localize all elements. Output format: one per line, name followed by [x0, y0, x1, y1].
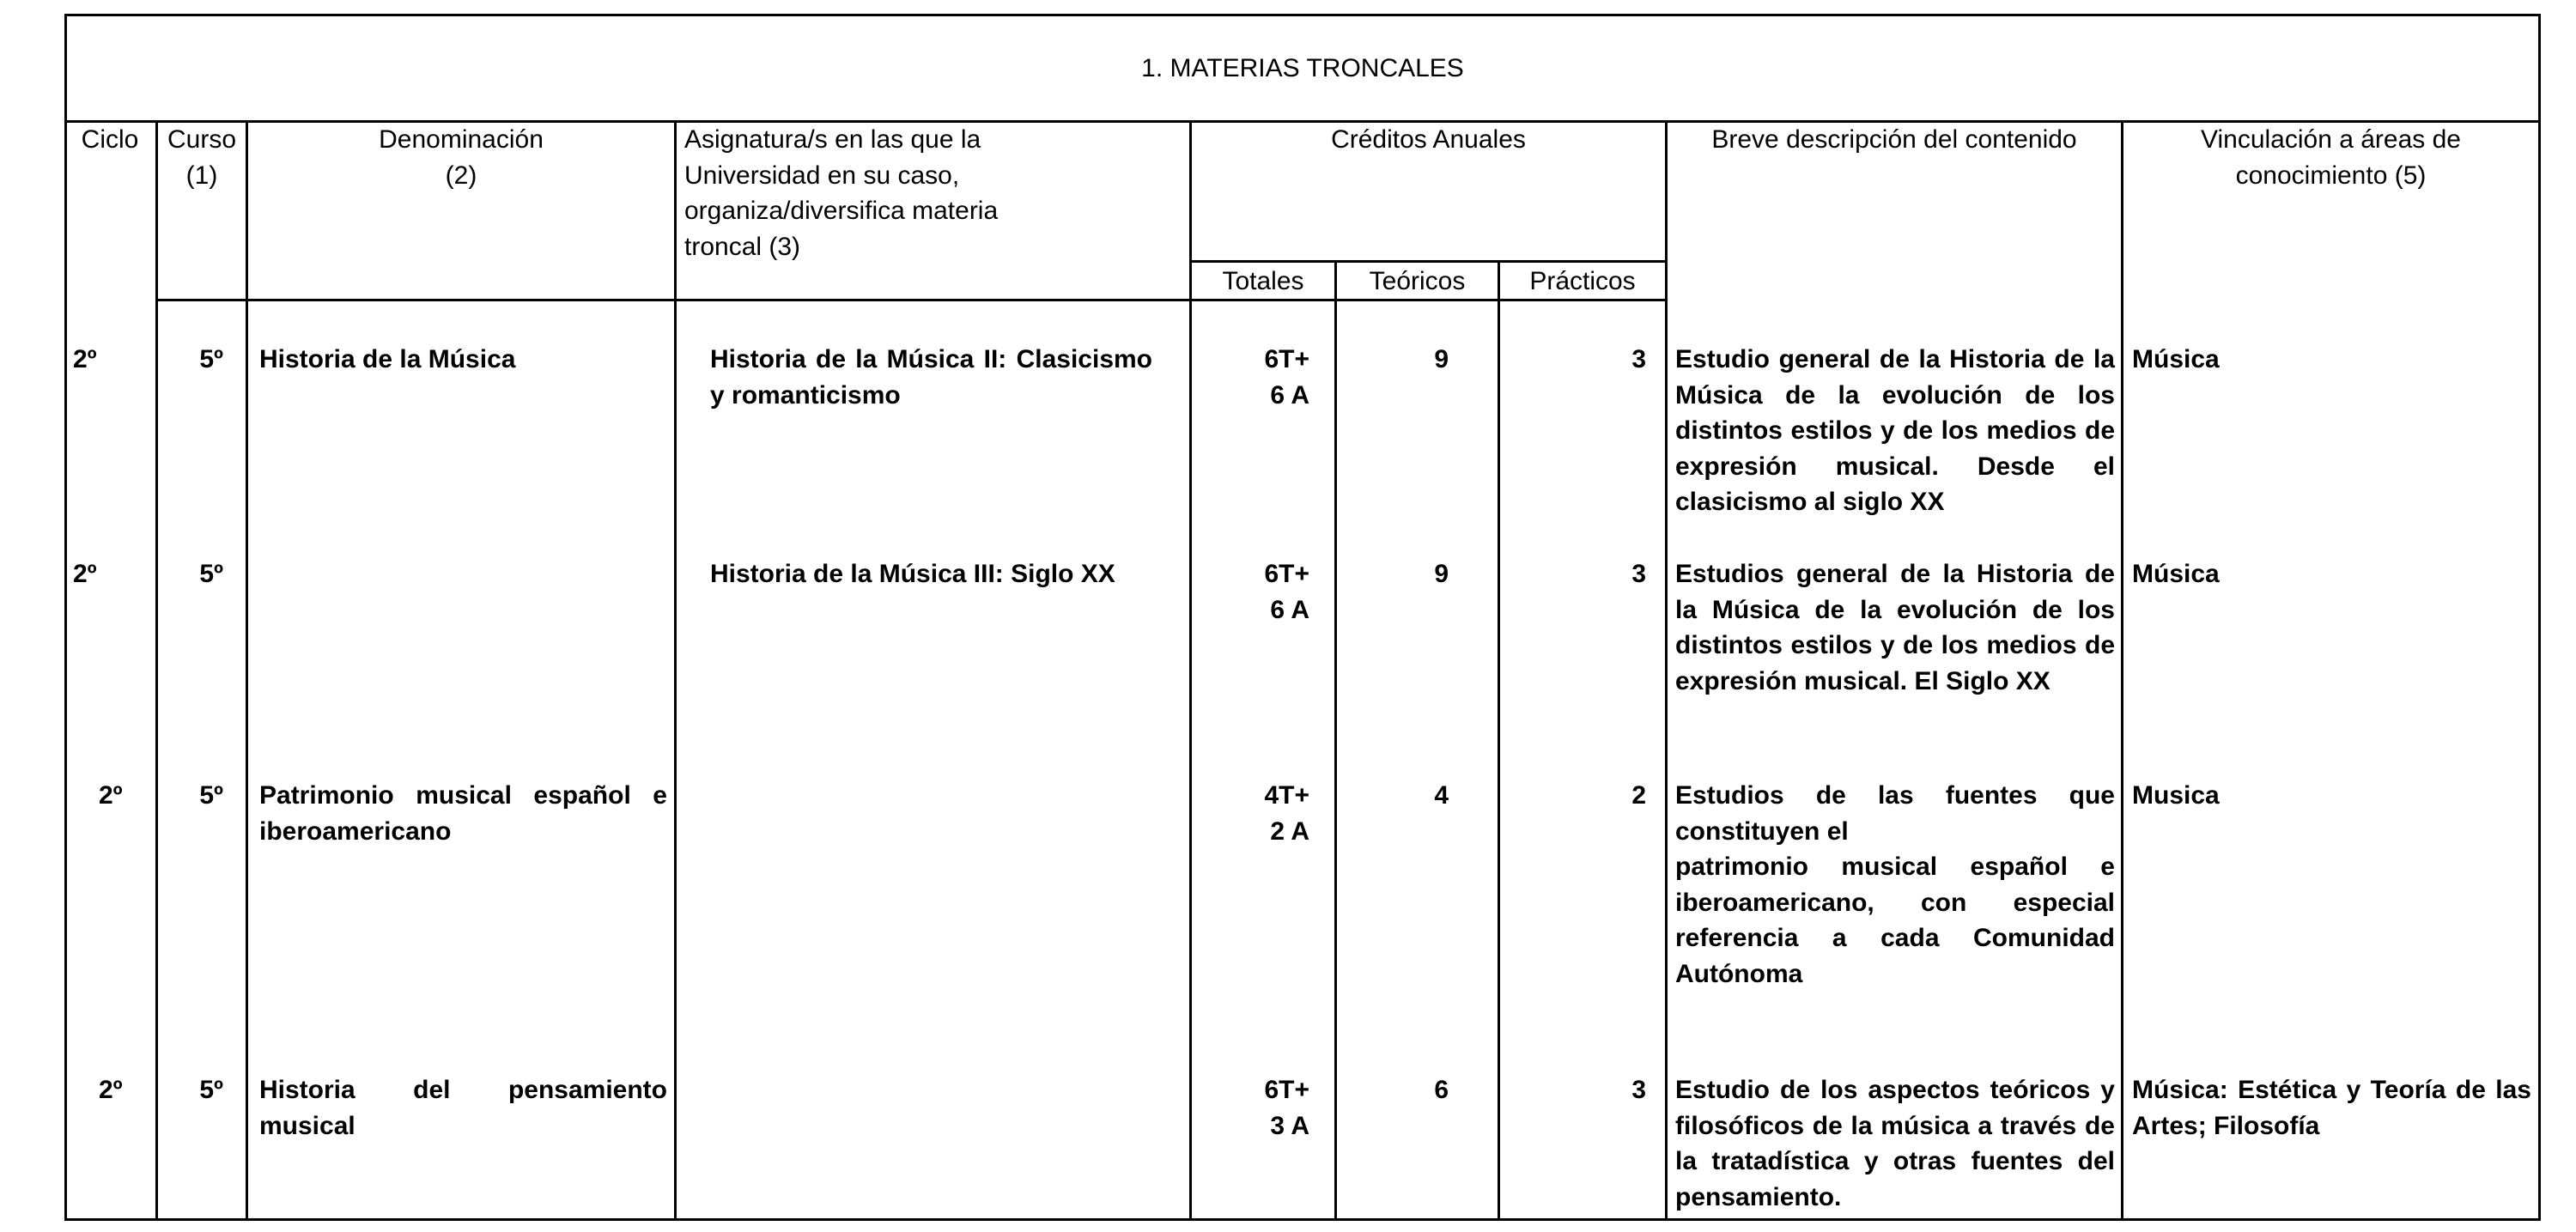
row-1-denominacion: Historia de la Música [259, 345, 516, 373]
table-title: 1. MATERIAS TRONCALES [1141, 54, 1464, 82]
row-1-descripcion: Estudio general de la Historia de la Música de la evolución de los distintos estilos y de los medios de expresión musical. Desde el clasicismo al siglo XX [1675, 345, 2115, 516]
row-3-descripcion: Estudios de las fuentes que constituyen el patrimonio musical español e iberoamericano, con especial referencia a cada Comunidad Autónoma [1675, 781, 2115, 988]
row-4-vinculacion: Música: Estética y Teoría de las Artes; Filosofía [2132, 1076, 2531, 1140]
row-1-vinculacion: Música [2132, 345, 2220, 373]
row-4-curso: 5º [199, 1076, 223, 1104]
header-creditos-anuales: Créditos Anuales [1331, 125, 1526, 154]
row-3-curso: 5º [199, 781, 223, 810]
row-4-denominacion: Historia del pensamiento musical [259, 1076, 667, 1140]
header-ciclo: Ciclo [81, 125, 139, 154]
row-2-totales: 6T+ 6 A [1264, 560, 1309, 624]
col-divider-denominacion [674, 120, 677, 1221]
header-curso: Curso (1) [167, 125, 237, 190]
table-bottom-border [64, 1218, 2541, 1221]
row-2-ciclo: 2º [73, 560, 97, 588]
row-2-asignatura: Historia de la Música III: Siglo XX [710, 560, 1115, 588]
row-4-totales: 6T+ 3 A [1264, 1076, 1309, 1140]
row-3-vinculacion: Musica [2132, 781, 2220, 810]
row-4-teoricos: 6 [1434, 1076, 1449, 1104]
header-teoricos: Teóricos [1369, 267, 1466, 295]
row-4-practicos: 3 [1631, 1076, 1646, 1104]
row-3-ciclo: 2º [99, 781, 123, 810]
header-practicos: Prácticos [1529, 267, 1636, 295]
subheader-divider [1192, 260, 1668, 263]
header-vinculacion: Vinculación a áreas de conocimiento (5) [2201, 125, 2461, 190]
row-2-practicos: 3 [1631, 560, 1646, 588]
row-3-denominacion: Patrimonio musical español e iberoamericano [259, 781, 667, 846]
row-1-asignatura: Historia de la Música II: Clasicismo y romanticismo [710, 345, 1152, 410]
header-totales: Totales [1222, 267, 1304, 295]
col-divider-curso [246, 120, 248, 1221]
row-1-totales: 6T+ 6 A [1264, 345, 1309, 410]
row-1-teoricos: 9 [1434, 345, 1449, 373]
header-asignatura: Asignatura/s en las que la Universidad en su caso, organiza/diversifica materia troncal (3) [684, 125, 999, 261]
table-right-border [2538, 14, 2541, 1221]
row-3-practicos: 2 [1631, 781, 1646, 810]
row-1-practicos: 3 [1631, 345, 1646, 373]
row-2-teoricos: 9 [1434, 560, 1449, 588]
table-top-border [64, 14, 2541, 16]
col-divider-creditos [1665, 120, 1668, 1221]
row-3-totales: 4T+ 2 A [1264, 781, 1309, 846]
header-descripcion: Breve descripción del contenido [1711, 125, 2077, 154]
row-2-curso: 5º [199, 560, 223, 588]
row-1-ciclo: 2º [73, 345, 97, 373]
row-4-ciclo: 2º [99, 1076, 123, 1104]
row-2-vinculacion: Música [2132, 560, 2220, 588]
header-denominacion: Denominación (2) [379, 125, 544, 190]
row-4-descripcion: Estudio de los aspectos teóricos y filosóficos de la música a través de la tratadística y otras fuentes del pensamiento. [1675, 1076, 2115, 1211]
col-divider-descripcion [2121, 120, 2123, 1221]
materias-troncales-table [64, 14, 2541, 1223]
table-left-border [64, 14, 67, 1221]
row-2-descripcion: Estudios general de la Historia de la Música de la evolución de los distintos estilos y de los medios de expresión musical. El Siglo XX [1675, 560, 2115, 695]
row-1-curso: 5º [199, 345, 223, 373]
col-divider-ciclo [155, 120, 158, 1221]
row-3-teoricos: 4 [1434, 781, 1449, 810]
